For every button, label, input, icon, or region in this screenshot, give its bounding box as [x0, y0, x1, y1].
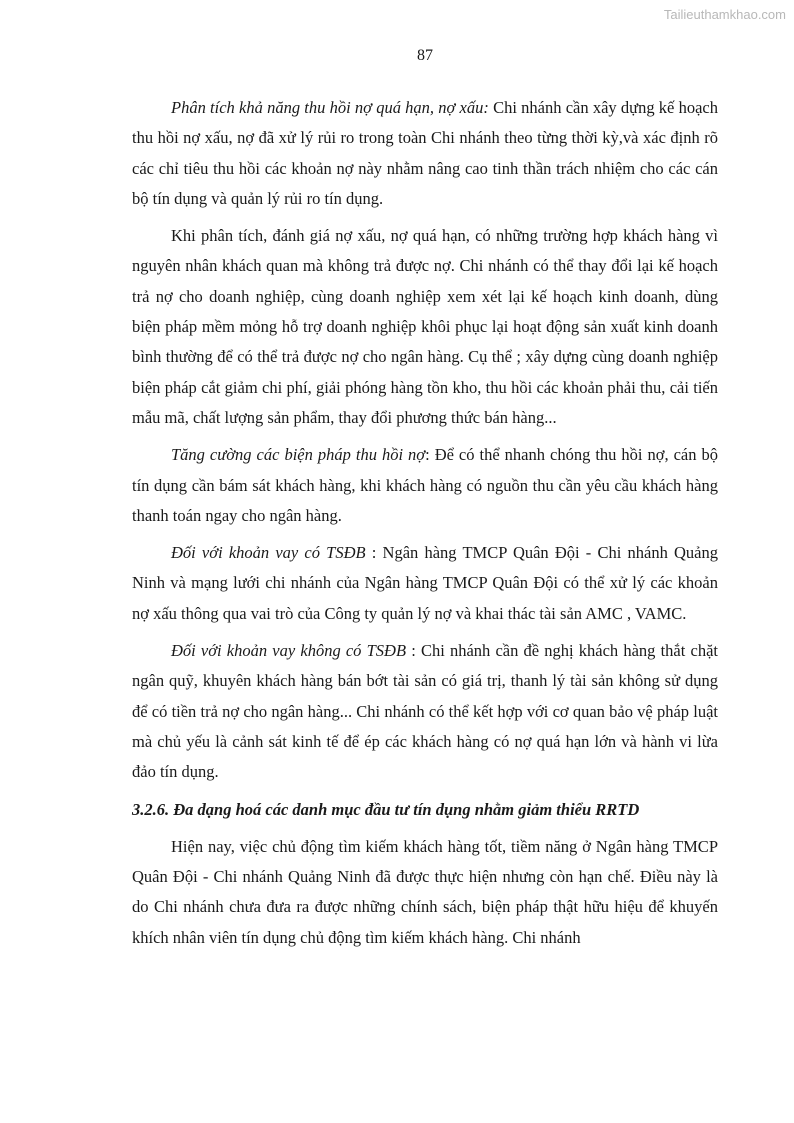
paragraph-secured-loans [132, 538, 718, 629]
paragraph-text: : Chi nhánh cần đề nghị khách hàng thắt chặt ngân quỹ, khuyên khách hàng bán bớt tài sản có giá trị, thanh lý tài sản không sử dụng để có tiền trả nợ cho ngân hàng... Chi nhánh có thể kết hợp với cơ quan bảo vệ pháp luật mà chủ yếu là cảnh sát kinh tế để ép các khách hàng có nợ quá hạn lớn và hành vi lừa đảo tín dụng. [132, 641, 718, 782]
paragraph-lead: Phân tích khả năng thu hồi nợ quá hạn, nợ xấu: [171, 98, 489, 117]
paragraph-diversification: Hiện nay, việc chủ động tìm kiếm khách hàng tốt, tiềm năng ở Ngân hàng TMCP Quân Đội - Chi nhánh Quảng Ninh đã được thực hiện nhưng còn hạn chế. Điều này là do Chi nhánh chưa đưa ra được những chính sách, biện pháp thật hữu hiệu để khuyến khích nhân viên tín dụng chủ động tìm kiếm khách hàng. Chi nhánh [132, 836, 718, 947]
paragraph-text: Chi nhánh cần xây dựng kế hoạch thu hồi nợ xấu, nợ đã xử lý rủi ro trong toàn Chi nhánh theo từng thời kỳ,và xác định rõ các chỉ tiêu thu hồi các khoản nợ này nhằm nâng cao tinh thần trách nhiệm cho các cán bộ tín dụng và quản lý rủi ro tín dụng. [132, 98, 718, 208]
watermark: Tailieuthamkhao.com [663, 7, 786, 22]
paragraph-lead: Đối với khoản vay có TSĐB [171, 543, 366, 563]
paragraph-lead: Đối với khoản vay không có TSĐB [171, 641, 407, 661]
paragraph-unsecured-loans [132, 636, 718, 787]
paragraph-text: : Ngân hàng TMCP Quân Đội - Chi nhánh Quảng Ninh và mạng lưới chi nhánh của Ngân hàng TMCP Quân Đội có thể xử lý các khoản nợ xấu thông qua vai trò của Công ty quản lý nợ và khai thác tài sản AMC , VAMC. [132, 543, 718, 623]
paragraph-strengthen-recovery [132, 440, 718, 531]
document-body [132, 93, 718, 960]
paragraph-text: : Để có thể nhanh chóng thu hồi nợ, cán bộ tín dụng cần bám sát khách hàng, khi khách hàng có nguồn thu cần yêu cầu khách hàng thanh toán ngay cho ngân hàng. [132, 445, 718, 525]
page-number: 87 [417, 47, 433, 64]
paragraph-bad-debt-evaluation [132, 221, 718, 433]
paragraph-lead: Tăng cường các biện pháp thu hồi nợ [171, 445, 426, 465]
section-heading: 3.2.6. Đa dạng hoá các danh mục đầu tư tín dụng nhằm giảm thiểu RRTD [132, 799, 640, 819]
paragraph-text: Khi phân tích, đánh giá nợ xấu, nợ quá hạn, có những trường hợp khách hàng vì nguyên nhân khách quan mà không trả được nợ. Chi nhánh có thể thay đổi lại kế hoạch trả nợ cho doanh nghiệp, cùng doanh nghiệp xem xét lại kế hoạch kinh doanh, dùng biện pháp mềm mỏng hỗ trợ doanh nghiệp khôi phục lại hoạt động sản xuất kinh doanh bình thường để có thể trả được nợ cho ngân hàng. Cụ thể ; xây dựng cùng doanh nghiệp biện pháp cắt giảm chi phí, giải phóng hàng tồn kho, thu hồi các khoản phải thu, cải tiến mẫu mã, chất lượng sản phẩm, thay đổi phương thức bán hàng... [132, 226, 718, 427]
paragraph-debt-recovery-analysis [132, 93, 718, 214]
